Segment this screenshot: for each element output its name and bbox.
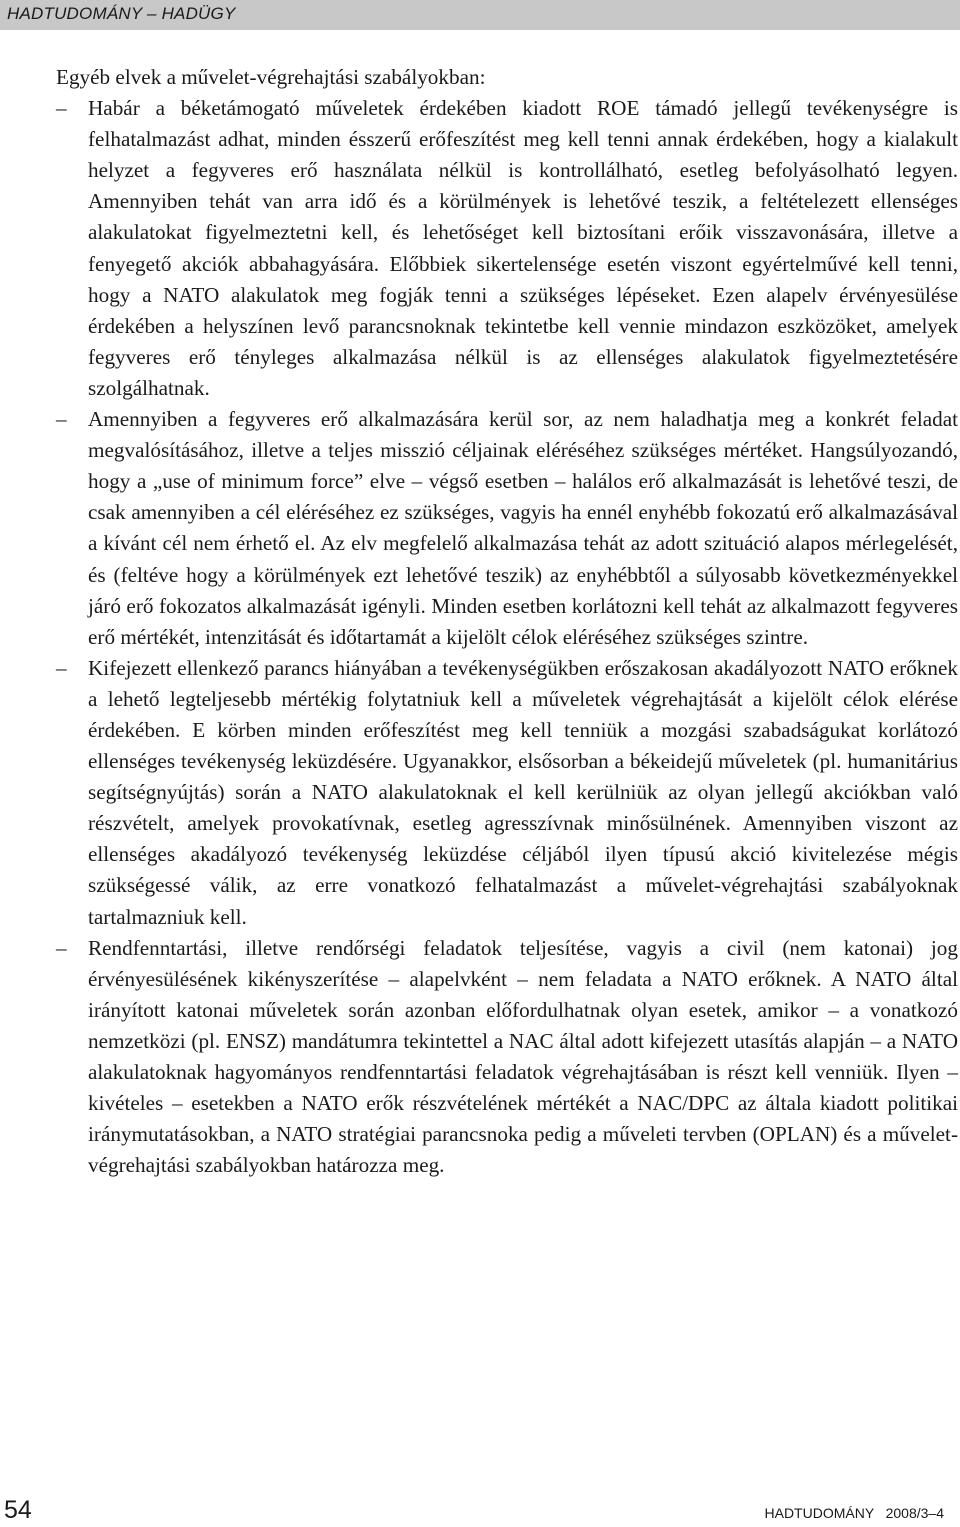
footer-issue: 2008/3–4 <box>885 1505 944 1521</box>
list-dash: – <box>56 407 67 432</box>
running-footer <box>765 1505 945 1521</box>
intro-paragraph: Egyéb elvek a művelet-végrehajtási szabályokban: <box>56 65 486 89</box>
list-item-text: Rendfenntartási, illetve rendőrségi feladatok teljesítése, vagyis a civil (nem katonai) jog érvényesülésének kikényszerítése – alapelvként – nem feladata a NATO erőknek. A NATO által irányított katonai műveletek során azonban előfordulhatnak olyan esetek, amikor – a vonatkozó nemzetközi (pl. ENSZ) mandátumra tekintettel a NAC által adott kifejezett utasítás alapján – a NATO alakulatoknak hagyományos rendfenntartási feladatok végrehajtásában is részt kell venniük. Ilyen – kivételes – esetekben a NATO erők részvételének mértékét a NAC/DPC az általa kiadott politikai iránymutatásokban, a NATO stratégiai parancsnoka pedig a műveleti tervben (OPLAN) és a művelet-végrehajtási szabályokban határozza meg. <box>88 935 958 1178</box>
article-body <box>56 62 958 1181</box>
list-dash: – <box>56 96 67 121</box>
running-header <box>0 0 960 30</box>
list-dash: – <box>56 655 67 680</box>
page-number: 54 <box>4 1496 32 1524</box>
list-item <box>56 404 958 653</box>
list-item <box>56 93 958 404</box>
list-dash: – <box>56 935 67 960</box>
list-item-text: Kifejezett ellenkező parancs hiányában a tevékenységükben erőszakosan akadályozott NATO erőknek a lehető legteljesebb mértékig folytatniuk kell a műveletek végrehajtását a kijelölt célok elérése érdekében. E körben minden erőfeszítést meg kell tenniük a mozgási szabadságukat korlátozó ellenséges tevékenység leküzdésére. Ugyanakkor, elsősorban a békeidejű műveletek (pl. humanitárius segítségnyújtás) során a NATO alakulatoknak el kell kerülniük az olyan jellegű akciókban való részvételt, amelyek provokatívnak, esetleg agresszívnak minősülnének. Amennyiben viszont az ellenséges akadályozó tevékenység leküzdése céljából ilyen típusú akció kivitelezése mégis szükségessé válik, az erre vonatkozó felhatalmazást a művelet-végrehajtási szabályoknak tartalmazniuk kell. <box>88 655 958 929</box>
list-item <box>56 653 958 933</box>
list-item-text: Habár a béketámogató műveletek érdekében kiadott ROE támadó jellegű tevékenységre is felhatalmazást adhat, minden ésszerű erőfeszítést meg kell tenni annak érdekében, hogy a kialakult helyzet a fegyveres erő használata nélkül is kontrollálható, esetleg befolyásolható legyen. Amennyiben tehát van arra idő és a körülmények is lehetővé teszik, a feltételezett ellenséges alakulatokat figyelmeztetni kell, és lehetőséget kell biztosítani erőik visszavonására, illetve a fenyegető akciók abbahagyására. Előbbiek sikertelensége esetén viszont egyértelművé kell tenni, hogy a NATO alakulatok meg fogják tenni a szükséges lépéseket. Ezen alapelv érvényesülése érdekében a helyszínen levő parancsnoknak tekintetbe kell vennie mindazon eszközöket, amelyek fegyveres erő tényleges alkalmazása nélkül is az ellenséges alakulatok figyelmeztetésére szolgálhatnak. <box>88 96 958 400</box>
list-item-text: Amennyiben a fegyveres erő alkalmazására kerül sor, az nem haladhatja meg a konkrét feladat megvalósításához, illetve a teljes misszió céljainak eléréséhez szükséges mértéket. Hangsúlyozandó, hogy a „use of minimum force” elve – végső esetben – halálos erő alkalmazását is lehetővé teszi, de csak amennyiben a cél eléréséhez ez szükséges, vagyis ha ennél enyhébb fokozatú erő alkalmazásával a kívánt cél nem érhető el. Az elv megfelelő alkalmazása tehát az adott szituáció alapos mérlegelését, és (feltéve hogy a körülmények ezt lehetővé teszik) az enyhébbtől a súlyosabb következményekkel járó erő fokozatos alkalmazását igényli. Minden esetben korlátozni kell tehát az alkalmazott fegyveres erő mértékét, intenzitását és időtartamát a kijelölt célok eléréséhez szükséges szintre. <box>88 407 958 649</box>
footer-journal: HADTUDOMÁNY <box>764 1505 874 1521</box>
list-item <box>56 933 958 1182</box>
running-header-title: HADTUDOMÁNY – HADÜGY <box>7 4 236 23</box>
